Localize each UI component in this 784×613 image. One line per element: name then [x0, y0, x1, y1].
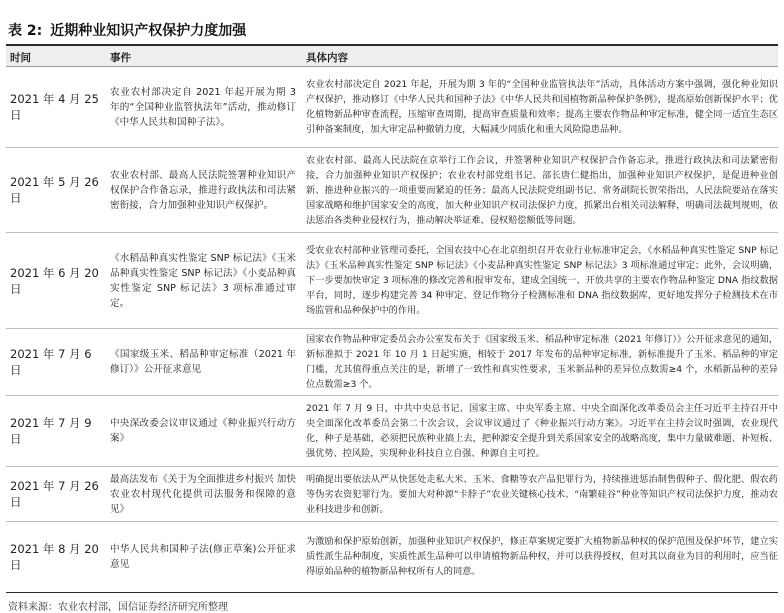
source-note: 资料来源：农业农村部，国信证券经济研究所整理 — [8, 602, 228, 613]
table-bottom-rule — [6, 592, 778, 593]
table-caption — [8, 20, 246, 40]
row-event: 中央深改委会议审议通过《种业振兴行动方案》 — [110, 418, 296, 444]
row-event: 《水稻品种真实性鉴定 SNP 标记法》《玉米品种真实性鉴定 SNP 标记法》《小麦品种真实性鉴定 SNP 标记法》3 项标准通过审定。 — [110, 252, 296, 309]
row-date: 2021 年 5 月 26 日 — [10, 175, 99, 205]
row-content: 为激励和保护原始创新，加强种业知识产权保护，修正草案规定要扩大植物新品种权的保护范围及保护环节，建立实质性派生品种制度，实质性派生品种可以申请植物新品种权，并可以获得授权，但对其以商业为目的利用时，应当征得原始品种的植物新品种权所有人的同意。 — [306, 536, 778, 577]
row-content: 国家农作物品种审定委员会办公室发布关于《国家级玉米、稻品种审定标准（2021 年修订）》公开征求意见的通知，新标准拟于 2021 年 10 月 1 日起实施，相较于 2017 年发布的品种审定标准，新标准提升了玉米、稻品种的审定门槛，尤其值得重点关注的是，新增了一致性和真实性要求，玉米新品种的差异位点数需≥4 个，水稻新品种的差异位点数需≥3 个。 — [306, 334, 778, 390]
header-content: 具体内容 — [306, 52, 348, 64]
row-content: 受农业农村部种业管理司委托，全国农技中心在北京组织召开农业行业标准审定会，《水稻品种真实性鉴定 SNP 标记法》《玉米品种真实性鉴定 SNP 标记法》《小麦品种真实性鉴定 SNP 标记法》3 项标准通过审定；此外，会议明确，下一步要加快审定 3 项标准的修改完善和报审发布，建成全国统一、开放共享的主要农作物品种鉴定 DNA 指纹数据平台，同时，逐步构建完善 34 种审定、登记作物分子检测标准和 DNA 指纹数据库，更好地发挥分子检测技术在市场监管和品种保护中的作用。 — [306, 245, 778, 316]
row-date: 2021 年 7 月 26 日 — [10, 479, 99, 509]
table-row — [6, 148, 778, 233]
row-event: 《国家级玉米、稻品种审定标准（2021 年修订）》公开征求意见 — [110, 349, 296, 375]
table-row — [6, 67, 778, 148]
table-row — [6, 329, 778, 396]
row-date: 2021 年 6 月 20 日 — [10, 265, 99, 296]
row-date: 2021 年 7 月 6 日 — [10, 347, 92, 377]
row-content: 2021 年 7 月 9 日，中共中央总书记、国家主席、中央军委主席、中央全面深化改革委员会主任习近平主持召开中央全面深化改革委员会第二十次会议，会议审议通过了《种业振兴行动方案》。习近平在主持会议时强调，农业现代化，种子是基础，必须把民族种业搞上去，把种源安全提升到关系国家安全的战略高度，集中力量破难题、补短板、强优势、控风险，实现种业科技自立自强、种源自主可控。 — [306, 403, 778, 459]
row-event: 最高法发布《关于为全面推进乡村振兴 加快农业农村现代化提供司法服务和保障的意见》 — [110, 473, 296, 515]
header-event: 事件 — [110, 52, 131, 64]
top-cropped-text — [0, 0, 784, 8]
table-title: 近期种业知识产权保护力度加强 — [50, 23, 247, 39]
row-content: 农业农村部、最高人民法院在京举行工作会议，并签署种业知识产权保护合作备忘录，推进行政执法和司法紧密衔接，合力加强种业知识产权保护；农业农村部党组书记、部长唐仁健指出，加强种业知识产权保护，是促进种业创新、推进种业振兴的一项重要而紧迫的任务；最高人民法院党组副书记、常务副院长贺荣指出，人民法院要站在落实国家战略和维护国家安全的高度，加大种业知识产权司法保护力度，抓紧出台相关司法解释，明确司法裁判规则，依法惩治各类种业侵权行为，推动解决举证难、侵权赔偿额低等问题。 — [306, 154, 778, 226]
row-content: 农业农村部决定自 2021 年起，开展为期 3 年的“全国种业监管执法年”活动，具体活动方案中强调，强化种业知识产权保护，推动修订《中华人民共和国种子法》《中华人民共和国植物新品种保护条例》，提高原始创新保护水平；优化植物新品种审查流程，压缩审查周期，提高审查质量和效率；提高主要农作物品种审定标准，健全同一适宜生态区引种备案制度，加大审定品种撤销力度，大幅减少同质化和重大风险隐患品种。 — [306, 79, 778, 135]
table-row — [6, 233, 778, 329]
row-content: 明确提出要依法从严从快惩处走私大米、玉米、食糖等农产品犯罪行为，持续推进惩治制售假种子、假化肥、假农药等伪劣农资犯罪行为。要加大对种源“卡脖子”农业关键核心技术、“南繁硅谷”种业等知识产权司法保护力度，推动农业科技进步和创新。 — [306, 473, 778, 515]
table-row — [6, 396, 778, 467]
table-row — [6, 467, 778, 522]
row-event: 农业农村部、最高人民法院签署种业知识产权保护合作备忘录，推进行政执法和司法紧密衔接，合力加强种业知识产权保护。 — [110, 169, 296, 211]
table-header-row — [6, 46, 778, 67]
row-event: 农业农村部决定自 2021 年起开展为期 3 年的“全国种业监管执法年”活动，推动修订《中华人民共和国种子法》。 — [110, 86, 296, 128]
header-date: 时间 — [10, 52, 31, 64]
table-row — [6, 522, 778, 591]
row-date: 2021 年 7 月 9 日 — [10, 416, 92, 446]
table-number: 表 2: — [8, 23, 43, 39]
row-event: 中华人民共和国种子法(修正草案)公开征求意见 — [110, 543, 296, 570]
row-date: 2021 年 4 月 25 日 — [10, 92, 99, 122]
row-date: 2021 年 8 月 20 日 — [10, 541, 99, 572]
